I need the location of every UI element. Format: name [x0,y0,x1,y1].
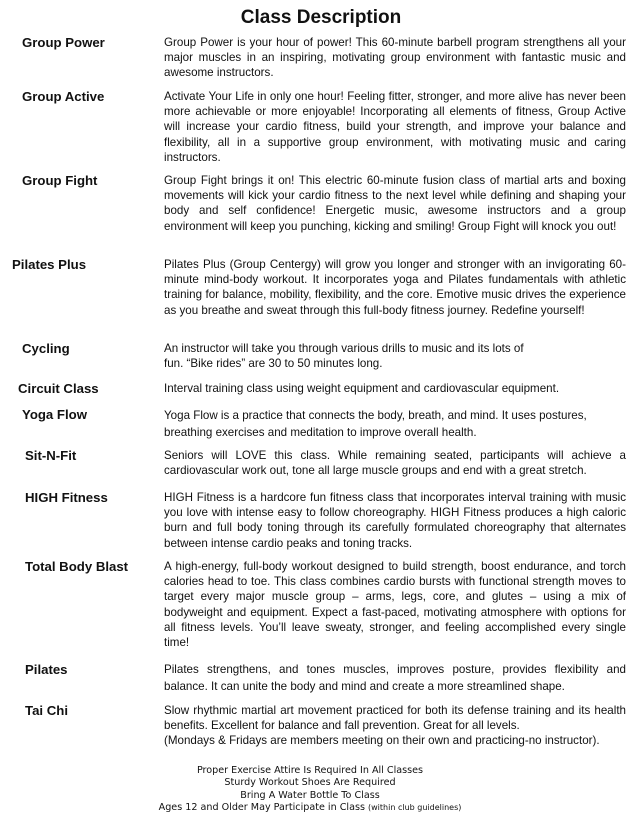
tai-chi-description-text: Slow rhythmic martial art movement practiced for both its defense training and its health benefits. Excellent for balance and fall prevention. Great for all levels. [164,704,626,733]
class-description-sit-n-fit: Seniors will LOVE this class. While remaining seated, participants will achieve a cardiovascular work out, tone all large muscle groups and end with a great stretch. [164,449,626,478]
class-name-circuit-class: Circuit Class [18,381,99,396]
class-description-pilates: Pilates strengthens, and tones muscles, improves posture, provides flexibility and balance. It can unite the body and mind and create a more streamlined shape. [164,663,626,693]
footer-age-guidelines: (within club guidelines) [368,802,462,812]
footer-age-text: Ages 12 and Older May Participate in Class [158,801,365,813]
class-description-group-active: Activate Your Life in only one hour! Feeling fitter, stronger, and more alive has never been more achievable or more enjoyable! Incorporating all elements of fitness, Group Active will increase your cardio fitness, build your strength, and improve your balance and flexibility, all in a supportive group environment, with motivating music and caring instructors. [164,90,626,164]
class-name-group-active: Group Active [22,89,105,104]
class-name-pilates-plus: Pilates Plus [12,257,87,272]
tai-chi-note: (Mondays & Fridays are members meeting on their own and practicing-no instructor). [164,734,600,748]
class-name-tai-chi: Tai Chi [25,703,68,718]
footer-line-water: Bring A Water Bottle To Class [240,789,380,801]
footer-line-age [100,802,520,814]
class-description-circuit-class: Interval training class using weight equipment and cardiovascular equipment. [164,382,560,395]
class-description-group-fight: Group Fight brings it on! This electric 60-minute fusion class of martial arts and boxing movements will kick your cardio fitness to the next level while defining and shaping your body and self confidence! Energetic music, awesome instructors and a group environment will keep you punching, kicking and smiling! Group Fight will knock you out! [164,174,626,233]
class-description-group-power: Group Power is your hour of power! This 60-minute barbell program strengthens all your major muscles in an inspiring, motivating group environment with fantastic music and awesome instructors. [164,36,626,80]
class-name-cycling: Cycling [22,341,70,356]
footer-line-attire: Proper Exercise Attire Is Required In All Classes [196,765,424,776]
class-description-pilates-plus: Pilates Plus (Group Centergy) will grow you longer and stronger with an invigorating 60-minute mind-body workout. It incorporates yoga and Pilates fundamentals with athletic training for balance, mobility, flexibility, and the core. Emotive music drives the experience as you breathe and sweat through this full-body fitness journey. Redefine yourself! [164,258,626,317]
class-description-total-body-blast: A high-energy, full-body workout designed to build strength, boost endurance, and torch calories head to toe. This class combines cardio bursts with functional strength moves to target every major muscle group – arms, legs, core, and glutes – using a mix of bodyweight and equipment. Expect a fast-paced, motivating atmosphere with options for all fitness levels. You’ll leave sweaty, stronger, and feeling accomplished every single time! [164,560,626,650]
class-name-sit-n-fit: Sit-N-Fit [25,448,77,463]
cycling-description-line-2: fun. “Bike rides” are 30 to 50 minutes long. [164,357,383,371]
class-description-cycling [164,341,626,371]
page-title: Class Description [240,7,402,28]
cycling-description-line-1: An instructor will take you through various drills to music and its lots of [164,342,524,355]
footer-notes [100,765,520,814]
class-description-yoga-flow: Yoga Flow is a practice that connects the body, breath, and mind. It uses postures, breathing exercises and meditation to improve overall health. [164,409,587,439]
class-name-pilates: Pilates [25,662,68,677]
class-name-group-power: Group Power [22,35,105,50]
class-name-total-body-blast: Total Body Blast [25,559,129,574]
footer-line-shoes: Sturdy Workout Shoes Are Required [224,777,396,789]
class-description-tai-chi [164,703,626,749]
class-name-group-fight: Group Fight [22,173,98,188]
class-description-high-fitness: HIGH Fitness is a hardcore fun fitness class that incorporates interval training with music you love with intense easy to follow choreography. HIGH Fitness produces a high caloric burn and full body toning through its carefully formulated choreography that alternates between intense cardio peaks and toning tracks. [164,491,626,550]
class-name-yoga-flow: Yoga Flow [22,407,87,422]
class-name-high-fitness: HIGH Fitness [25,490,108,505]
